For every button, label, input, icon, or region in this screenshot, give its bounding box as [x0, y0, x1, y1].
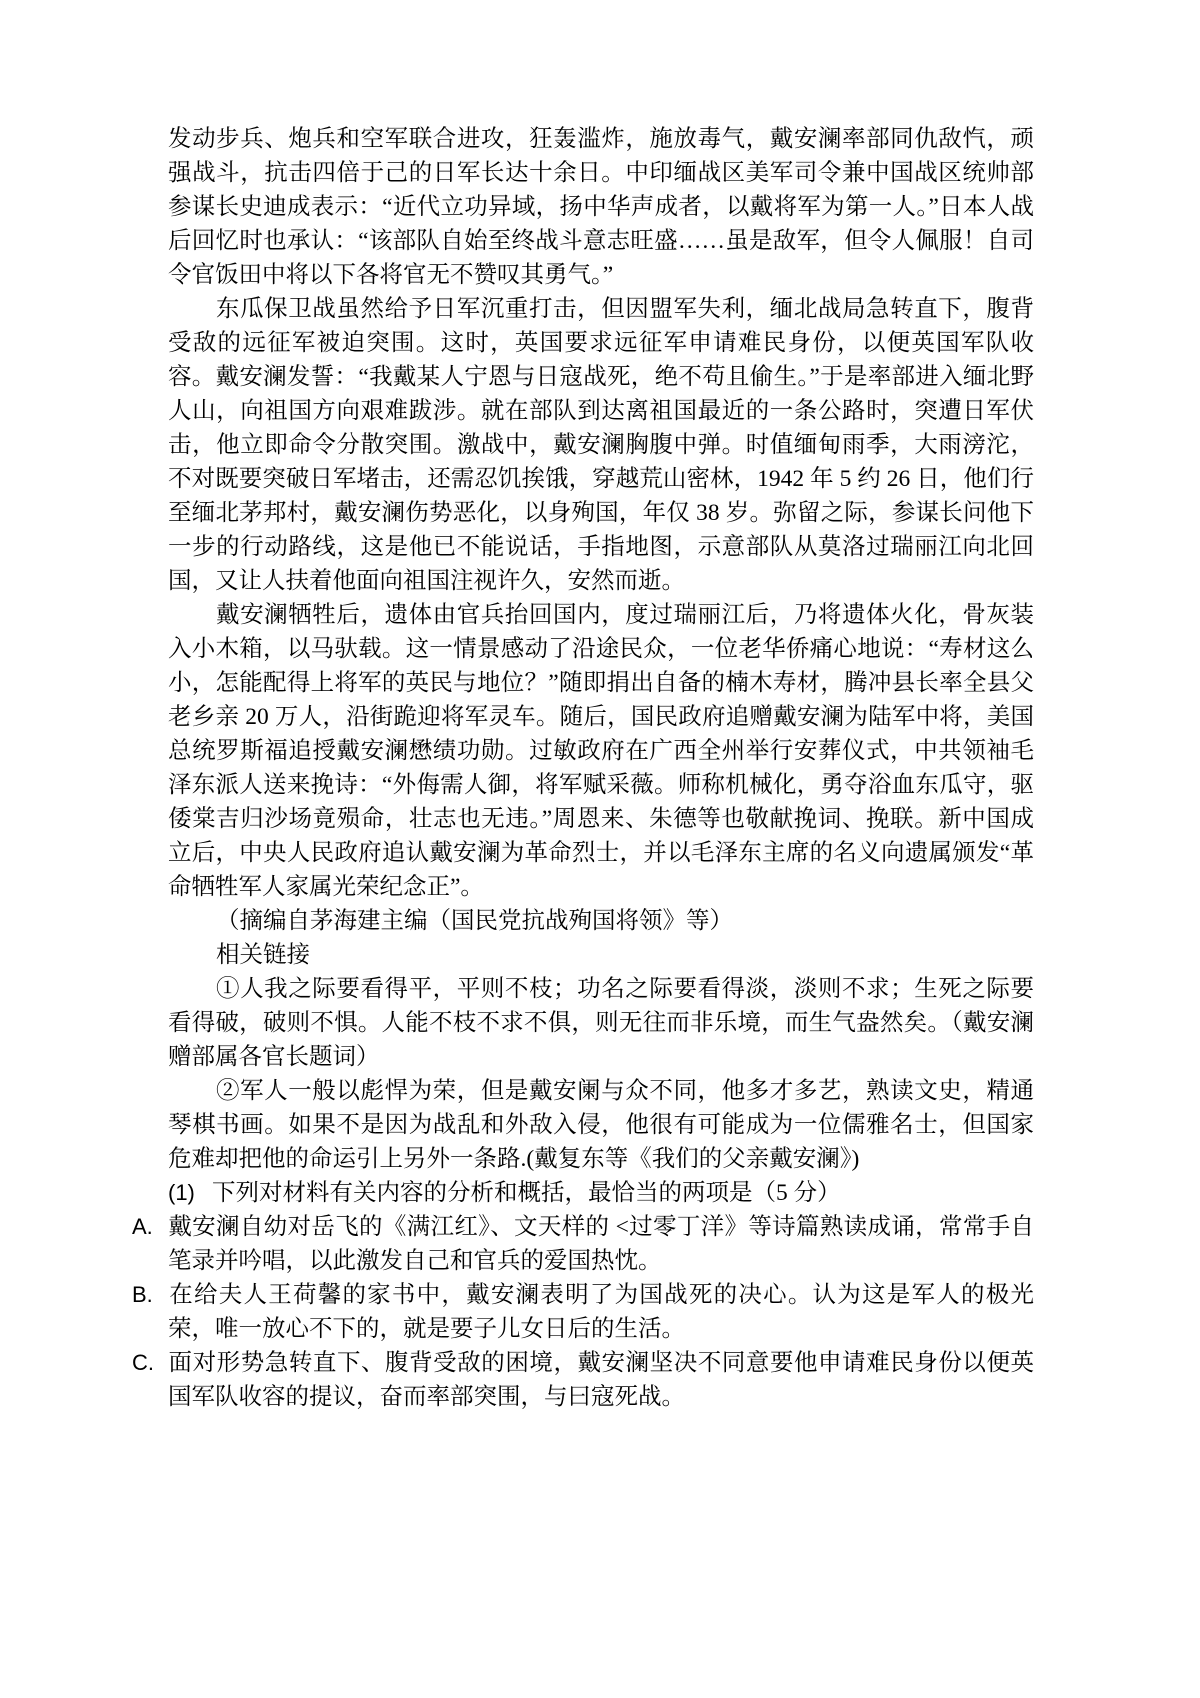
related-links-label: 相关链接 — [216, 942, 310, 968]
related-link-note-2: ②军人一般以彪悍为荣，但是戴安阑与众不同，他多才多艺，熟读文史，精通琴棋书画。如果不是因为战乱和外敌入侵，他很有可能成为一位儒雅名士，但国家危难却把他的命运引上另外一条路.(戴复东等《我们的父亲戴安澜》) — [168, 1078, 1034, 1172]
option-c-text: 面对形势急转直下、腹背受敌的困境，戴安澜坚决不同意要他申请难民身份以便英国军队收容的提议，奋而率部突围，与曰寇死战。 — [168, 1350, 1034, 1410]
option-b-text: 在给夫人王荷馨的家书中，戴安澜表明了为国战死的决心。认为这是军人的极光荣，唯一放心不下的，就是要子儿女日后的生活。 — [168, 1282, 1034, 1342]
question-text: 下列对材料有关内容的分析和概括，最恰当的两项是（5 分） — [212, 1180, 841, 1206]
text-block — [132, 122, 1034, 1414]
body-paragraph-1: 发动步兵、炮兵和空军联合进攻，狂轰滥炸，施放毒气，戴安澜率部同仇敌忾，顽强战斗，抗击四倍于己的日军长达十余日。中印缅战区美军司令兼中国战区统帅部参谋长史迪成表示：“近代立功异域，扬中华声成者，以戴将军为第一人。”日本人战后回忆时也承认：“该部队自始至终战斗意志旺盛……虽是敌军，但令人佩服！自司令官饭田中将以下各将官无不赞叹其勇气。” — [168, 126, 1034, 288]
option-c — [132, 1346, 1034, 1414]
option-b-letter: B. — [132, 1282, 153, 1307]
question-number: (1) — [168, 1180, 195, 1205]
option-a-letter: A. — [132, 1214, 153, 1239]
option-c-letter: C. — [132, 1350, 154, 1375]
option-a — [132, 1210, 1034, 1278]
related-link-note-1: ①人我之际要看得平，平则不枝；功名之际要看得淡，淡则不求；生死之际要看得破，破则不惧。人能不枝不求不俱，则无往而非乐境，而生气盎然矣。（戴安澜赠部属各官长题词） — [168, 976, 1034, 1070]
body-paragraph-2: 东瓜保卫战虽然给予日军沉重打击，但因盟军失利，缅北战局急转直下，腹背受敌的远征军被迫突围。这时，英国要求远征军申请难民身份，以便英国军队收容。戴安澜发誓：“我戴某人宁恩与日寇战死，绝不苟且偷生。”于是率部进入缅北野人山，向祖国方向艰难跋涉。就在部队到达离祖国最近的一条公路时，突遭日军伏击，他立即命令分散突围。激战中，戴安澜胸腹中弹。时值缅甸雨季，大雨滂沱，不对既要突破日军堵击，还需忍饥挨饿，穿越荒山密林，1942 年 5 约 26 日，他们行至缅北茅邦村，戴安澜伤势恶化，以身殉国，年仅 38 岁。弥留之际，参谋长问他下一步的行动路线，这是他已不能说话，手指地图，示意部队从莫洛过瑞丽江向北回国，又让人扶着他面向祖国注视许久，安然而逝。 — [168, 296, 1034, 594]
option-b — [132, 1278, 1034, 1346]
source-attribution: （摘编自茅海建主编（国民党抗战殉国将领》等） — [216, 908, 733, 934]
body-paragraph-3: 戴安澜牺牲后，遗体由官兵抬回国内，度过瑞丽江后，乃将遗体火化，骨灰装入小木箱，以马驮载。这一情景感动了沿途民众，一位老华侨痛心地说：“寿材这么小，怎能配得上将军的英民与地位？”随即捐出自备的楠木寿材，腾冲县长率全县父老乡亲 20 万人，沿街跪迎将军灵车。随后，国民政府追赠戴安澜为陆军中将，美国总统罗斯福追授戴安澜懋绩功勋。过敏政府在广西全州举行安葬仪式，中共领袖毛泽东派人送来挽诗：“外侮需人御，将军赋采薇。师称机械化，勇夺浴血东瓜守，驱倭棠吉归沙场竟殒命，壮志也无违。”周恩来、朱德等也敬献挽词、挽联。新中国成立后，中央人民政府追认戴安澜为革命烈士，并以毛泽东主席的名义向遗属颁发“革命牺牲军人家属光荣纪念正”。 — [168, 602, 1034, 900]
question-stem — [168, 1176, 1034, 1210]
option-a-text: 戴安澜自幼对岳飞的《满江红》、文天样的 <过零丁洋》等诗篇熟读成诵，常常手自笔录并吟唱，以此激发自己和官兵的爱国热忱。 — [168, 1214, 1034, 1274]
